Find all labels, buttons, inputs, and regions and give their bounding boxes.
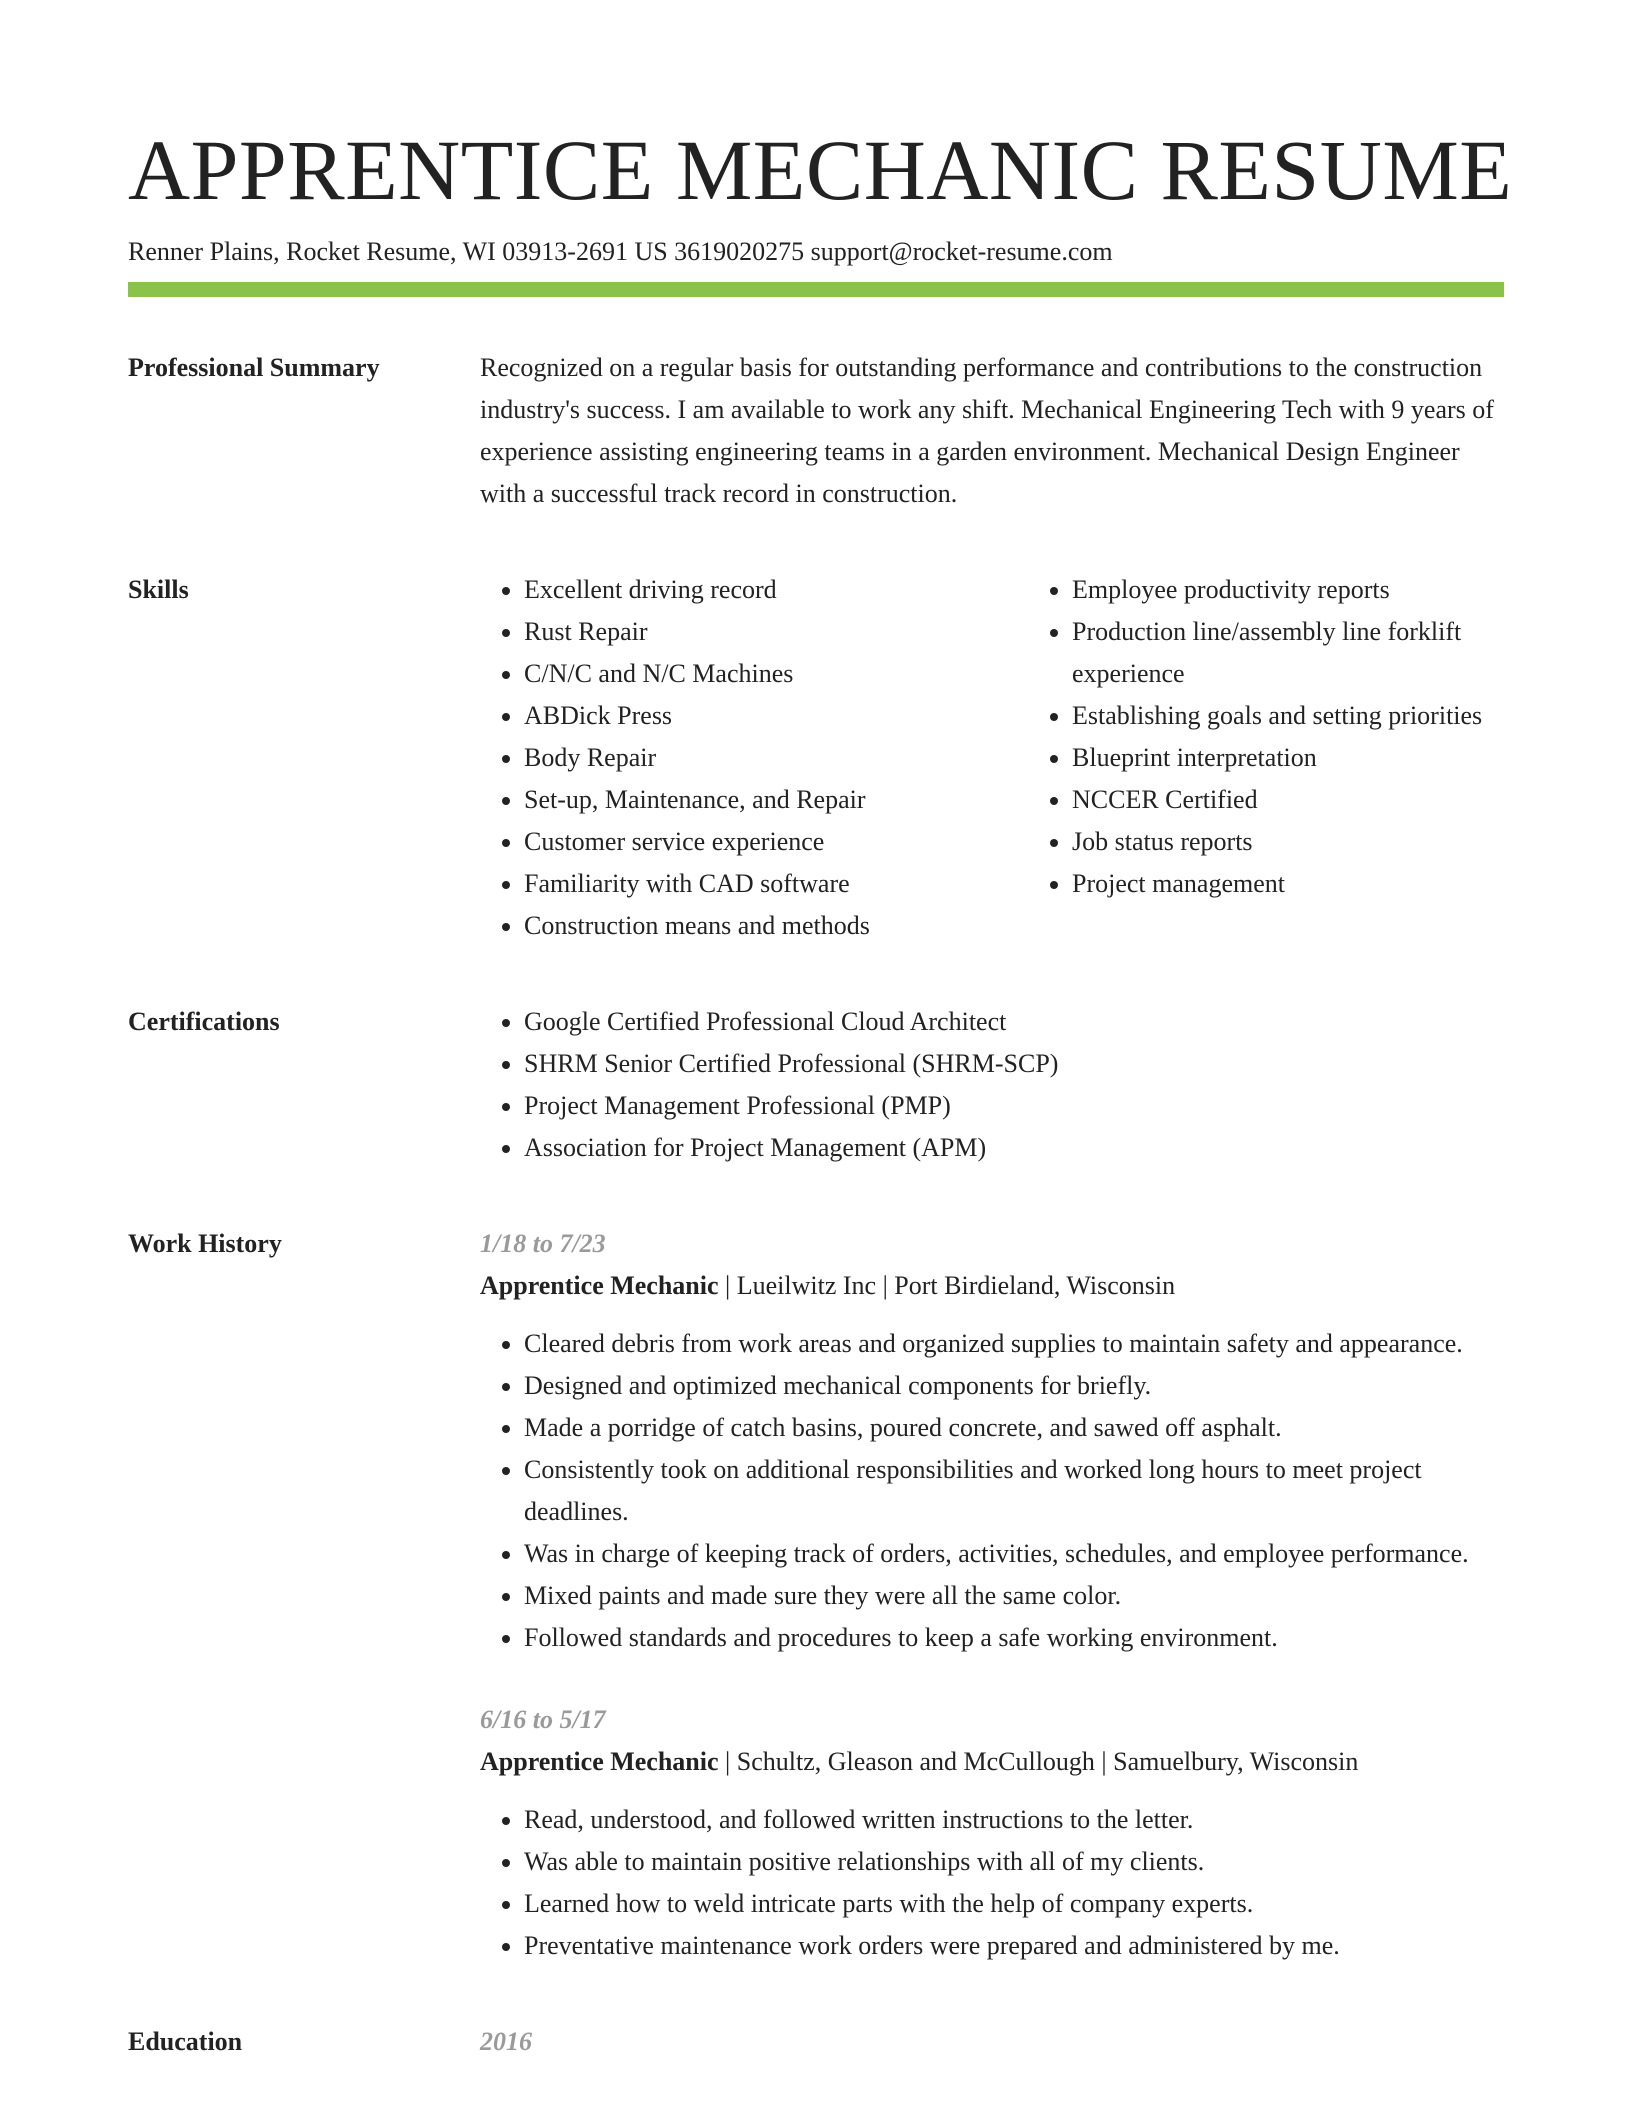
education-section — [128, 2021, 1504, 2063]
certification-item: • SHRM Senior Certified Professional (SHRM-SCP) — [524, 1043, 1504, 1085]
skill-item: • Rust Repair — [524, 611, 1028, 653]
skill-item: • Construction means and methods — [524, 905, 1028, 947]
skill-item: • Job status reports — [1072, 821, 1504, 863]
job-duty-item: • Read, understood, and followed written instructions to the letter. — [524, 1799, 1504, 1841]
page-title: APPRENTICE MECHANIC RESUME — [128, 122, 1513, 218]
job-duty-item: • Preventative maintenance work orders were prepared and administered by me. — [524, 1925, 1504, 1967]
job-duty-item: • Mixed paints and made sure they were all the same color. — [524, 1575, 1504, 1617]
skills-section — [128, 569, 1504, 947]
job-duty-item: • Was in charge of keeping track of orders, activities, schedules, and employee performance. — [524, 1533, 1504, 1575]
contact-line: Renner Plains, Rocket Resume, WI 03913-2691 US 3619020275 support@rocket-resume.com — [128, 237, 1113, 266]
summary-heading: Professional Summary — [128, 353, 380, 382]
job-duty-item: • Consistently took on additional responsibilities and worked long hours to meet project deadlines. — [524, 1449, 1504, 1533]
skill-item: • Production line/assembly line forklift experience — [1072, 611, 1504, 695]
skill-item: • C/N/C and N/C Machines — [524, 653, 1028, 695]
skill-item: • Excellent driving record — [524, 569, 1028, 611]
skill-item: • Customer service experience — [524, 821, 1028, 863]
resume-page — [128, 0, 1513, 2063]
job-heading — [480, 1741, 1504, 1783]
skill-item: • Familiarity with CAD software — [524, 863, 1028, 905]
certifications-list — [480, 1001, 1504, 1169]
skill-item: • ABDick Press — [524, 695, 1028, 737]
education-heading: Education — [128, 2027, 243, 2056]
job-duty-item: • Made a porridge of catch basins, poured concrete, and sawed off asphalt. — [524, 1407, 1504, 1449]
skills-heading: Skills — [128, 575, 189, 604]
skill-item: • Set-up, Maintenance, and Repair — [524, 779, 1028, 821]
work-history-heading: Work History — [128, 1229, 282, 1258]
summary-section — [128, 347, 1504, 515]
job-duty-item: • Cleared debris from work areas and organized supplies to maintain safety and appearance. — [524, 1323, 1504, 1365]
skills-list-left — [480, 569, 1028, 947]
job-heading — [480, 1265, 1504, 1307]
job-duty-item: • Designed and optimized mechanical components for briefly. — [524, 1365, 1504, 1407]
skill-item: • Establishing goals and setting priorities — [1072, 695, 1504, 737]
certifications-heading: Certifications — [128, 1007, 280, 1036]
job-duties-list — [480, 1323, 1504, 1659]
certifications-section — [128, 1001, 1504, 1169]
job-duty-item: • Learned how to weld intricate parts with the help of company experts. — [524, 1883, 1504, 1925]
job-dates: 6/16 to 5/17 — [480, 1705, 606, 1734]
education-date: 2016 — [480, 2027, 532, 2056]
job-entry — [480, 1223, 1504, 1659]
certification-item: • Project Management Professional (PMP) — [524, 1085, 1504, 1127]
skill-item: • Blueprint interpretation — [1072, 737, 1504, 779]
certification-item: • Google Certified Professional Cloud Architect — [524, 1001, 1504, 1043]
certification-item: • Association for Project Management (APM) — [524, 1127, 1504, 1169]
job-duty-item: • Followed standards and procedures to keep a safe working environment. — [524, 1617, 1504, 1659]
job-title: Apprentice Mechanic — [480, 1747, 719, 1776]
accent-divider — [128, 282, 1504, 297]
job-duty-item: • Was able to maintain positive relationships with all of my clients. — [524, 1841, 1504, 1883]
skill-item: • Employee productivity reports — [1072, 569, 1504, 611]
job-duties-list — [480, 1799, 1504, 1967]
job-dates: 1/18 to 7/23 — [480, 1229, 606, 1258]
job-list — [480, 1223, 1504, 1967]
job-employer-location: | Schultz, Gleason and McCullough | Samuelbury, Wisconsin — [718, 1747, 1359, 1776]
summary-text: Recognized on a regular basis for outstanding performance and contributions to the construction industry's success. I am available to work any shift. Mechanical Engineering Tech with 9 years of experience assisting engineering teams in a garden environment. Mechanical Design Engineer with a successful track record in construction. — [480, 353, 1494, 508]
job-entry — [480, 1699, 1504, 1967]
skills-list-right — [1028, 569, 1504, 947]
job-employer-location: | Lueilwitz Inc | Port Birdieland, Wisconsin — [718, 1271, 1176, 1300]
work-history-section — [128, 1223, 1504, 1967]
skill-item: • Body Repair — [524, 737, 1028, 779]
job-title: Apprentice Mechanic — [480, 1271, 719, 1300]
skill-item: • Project management — [1072, 863, 1504, 905]
skill-item: • NCCER Certified — [1072, 779, 1504, 821]
